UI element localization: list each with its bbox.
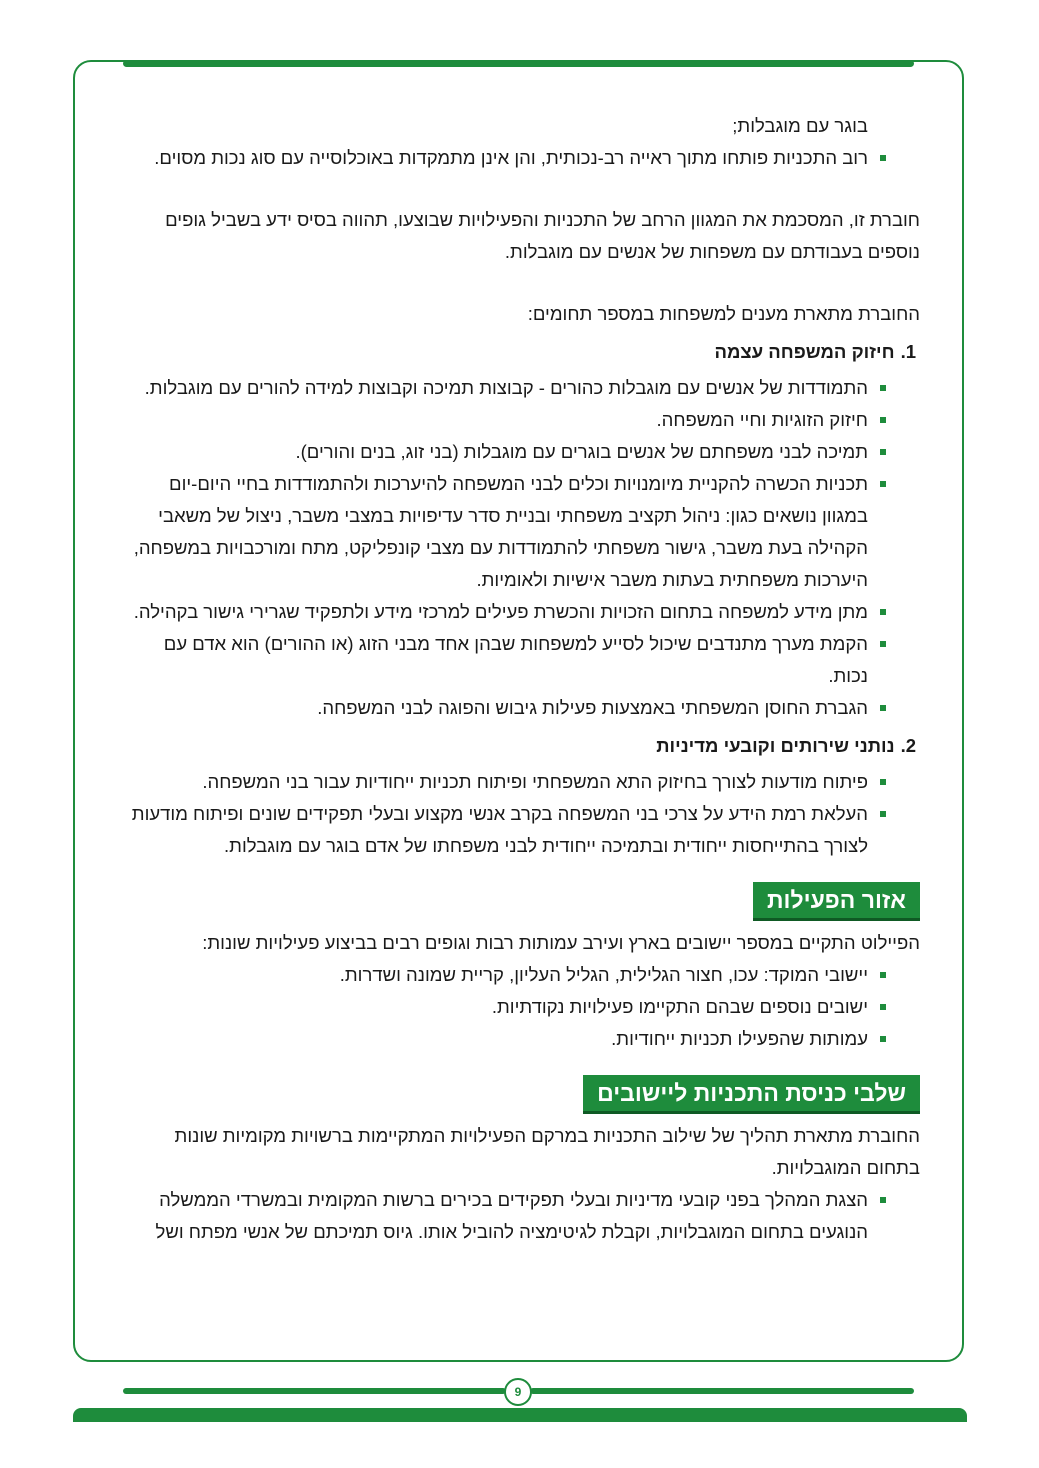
paragraph: החוברת מתארת מענים למשפחות במספר תחומים: bbox=[527, 303, 920, 324]
continued-line: בוגר עם מוגבלות; bbox=[732, 115, 868, 136]
list-item: תמיכה לבני משפחתם של אנשים בוגרים עם מוגבלות (בני זוג, בנים והורים). bbox=[120, 436, 868, 468]
list-item: יישובי המוקד: עכו, חצור הגלילית, הגליל העליון, קריית שמונה ושדרות. bbox=[120, 959, 868, 991]
page-content bbox=[120, 110, 920, 1248]
page-number: 9 bbox=[504, 1378, 532, 1406]
list-item: הגברת החוסן המשפחתי באמצעות פעילות גיבוש והפוגה לבני המשפחה. bbox=[120, 692, 868, 724]
heading-text: חיזוק המשפחה עצמה bbox=[714, 341, 895, 362]
numbered-heading-2 bbox=[120, 730, 920, 762]
paragraph: חוברת זו, המסכמת את המגוון הרחב של התכניות והפעילויות שבוצעו, תהווה בסיס ידע בשביל גופים נוספים בעבודתם עם משפחות של אנשים עם מוגבלות. bbox=[165, 209, 920, 262]
footer-line-left bbox=[123, 1388, 506, 1394]
bottom-decorative-bar bbox=[73, 1408, 967, 1422]
list-item: רוב התכניות פותחו מתוך ראייה רב-נכותית, והן אינן מתמקדות באוכלוסייה עם סוג נכות מסוים. bbox=[120, 142, 868, 174]
list-item: תכניות הכשרה להקניית מיומנויות וכלים לבני המשפחה להיערכות ולהתמודדות בחיי היום-יום במגוון נושאים כגון: ניהול תקציב משפחתי ובניית סדר עדיפויות במצבי משבר, ניצול של משאבי הקהילה בעת משבר, גישור משפחתי להתמודדות עם מצבי קונפליקט, מתח ומורכבויות במשפחה, היערכות משפחתית בעתות משבר אישיות ולאומיות. bbox=[120, 468, 868, 596]
top-decorative-bar bbox=[123, 60, 914, 67]
list-item: הצגת המהלך בפני קובעי מדיניות ובעלי תפקידים בכירים ברשות המקומית ובמשרדי הממשלה הנוגעים בתחום המוגבלויות, וקבלת לגיטימציה להוביל אותו. גיוס תמיכתם של אנשי מפתח ושל bbox=[120, 1184, 868, 1248]
intro-bullets bbox=[120, 142, 920, 174]
group2-bullets bbox=[120, 766, 920, 862]
list-item: מתן מידע למשפחה בתחום הזכויות והכשרת פעילים למרכזי מידע ולתפקיד שגרירי גישור בקהילה. bbox=[120, 596, 868, 628]
paragraph: החוברת מתארת תהליך של שילוב התכניות במרקם הפעילויות המתקיימות ברשויות מקומיות שונות בתחום המוגבלויות. bbox=[174, 1125, 920, 1178]
section-title-stages: שלבי כניסת התכניות ליישובים bbox=[583, 1075, 920, 1114]
numbered-heading-1 bbox=[120, 336, 920, 368]
stages-bullets bbox=[120, 1184, 920, 1248]
list-item: עמותות שהפעילו תכניות ייחודיות. bbox=[120, 1023, 868, 1055]
list-item: פיתוח מודעות לצורך בחיזוק התא המשפחתי ופיתוח תכניות ייחודיות עבור בני המשפחה. bbox=[120, 766, 868, 798]
list-item: התמודדות של אנשים עם מוגבלות כהורים - קבוצות תמיכה וקבוצות למידה להורים עם מוגבלות. bbox=[120, 372, 868, 404]
heading-text: נותני שירותים וקובעי מדיניות bbox=[656, 735, 895, 756]
list-item: העלאת רמת הידע על צרכי בני המשפחה בקרב אנשי מקצוע ובעלי תפקידים שונים ופיתוח מודעות לצורך בהתייחסות ייחודית ובתמיכה ייחודית לבני משפחתו של אדם בוגר עם מוגבלות. bbox=[120, 798, 868, 862]
heading-number: 1. bbox=[900, 341, 916, 362]
list-item: הקמת מערך מתנדבים שיכול לסייע למשפחות שבהן אחד מבני הזוג (או ההורים) הוא אדם עם נכות. bbox=[120, 628, 868, 692]
footer-line-right bbox=[530, 1388, 914, 1394]
list-item: חיזוק הזוגיות וחיי המשפחה. bbox=[120, 404, 868, 436]
group1-bullets bbox=[120, 372, 920, 724]
list-item: ישובים נוספים שבהם התקיימו פעילויות נקודתיות. bbox=[120, 991, 868, 1023]
paragraph: הפיילוט התקיים במספר יישובים בארץ ועירב עמותות רבות וגופים רבים בביצוע פעילויות שונות: bbox=[202, 932, 920, 953]
heading-number: 2. bbox=[900, 735, 916, 756]
area-bullets bbox=[120, 959, 920, 1055]
section-title-area: אזור הפעילות bbox=[753, 882, 920, 921]
